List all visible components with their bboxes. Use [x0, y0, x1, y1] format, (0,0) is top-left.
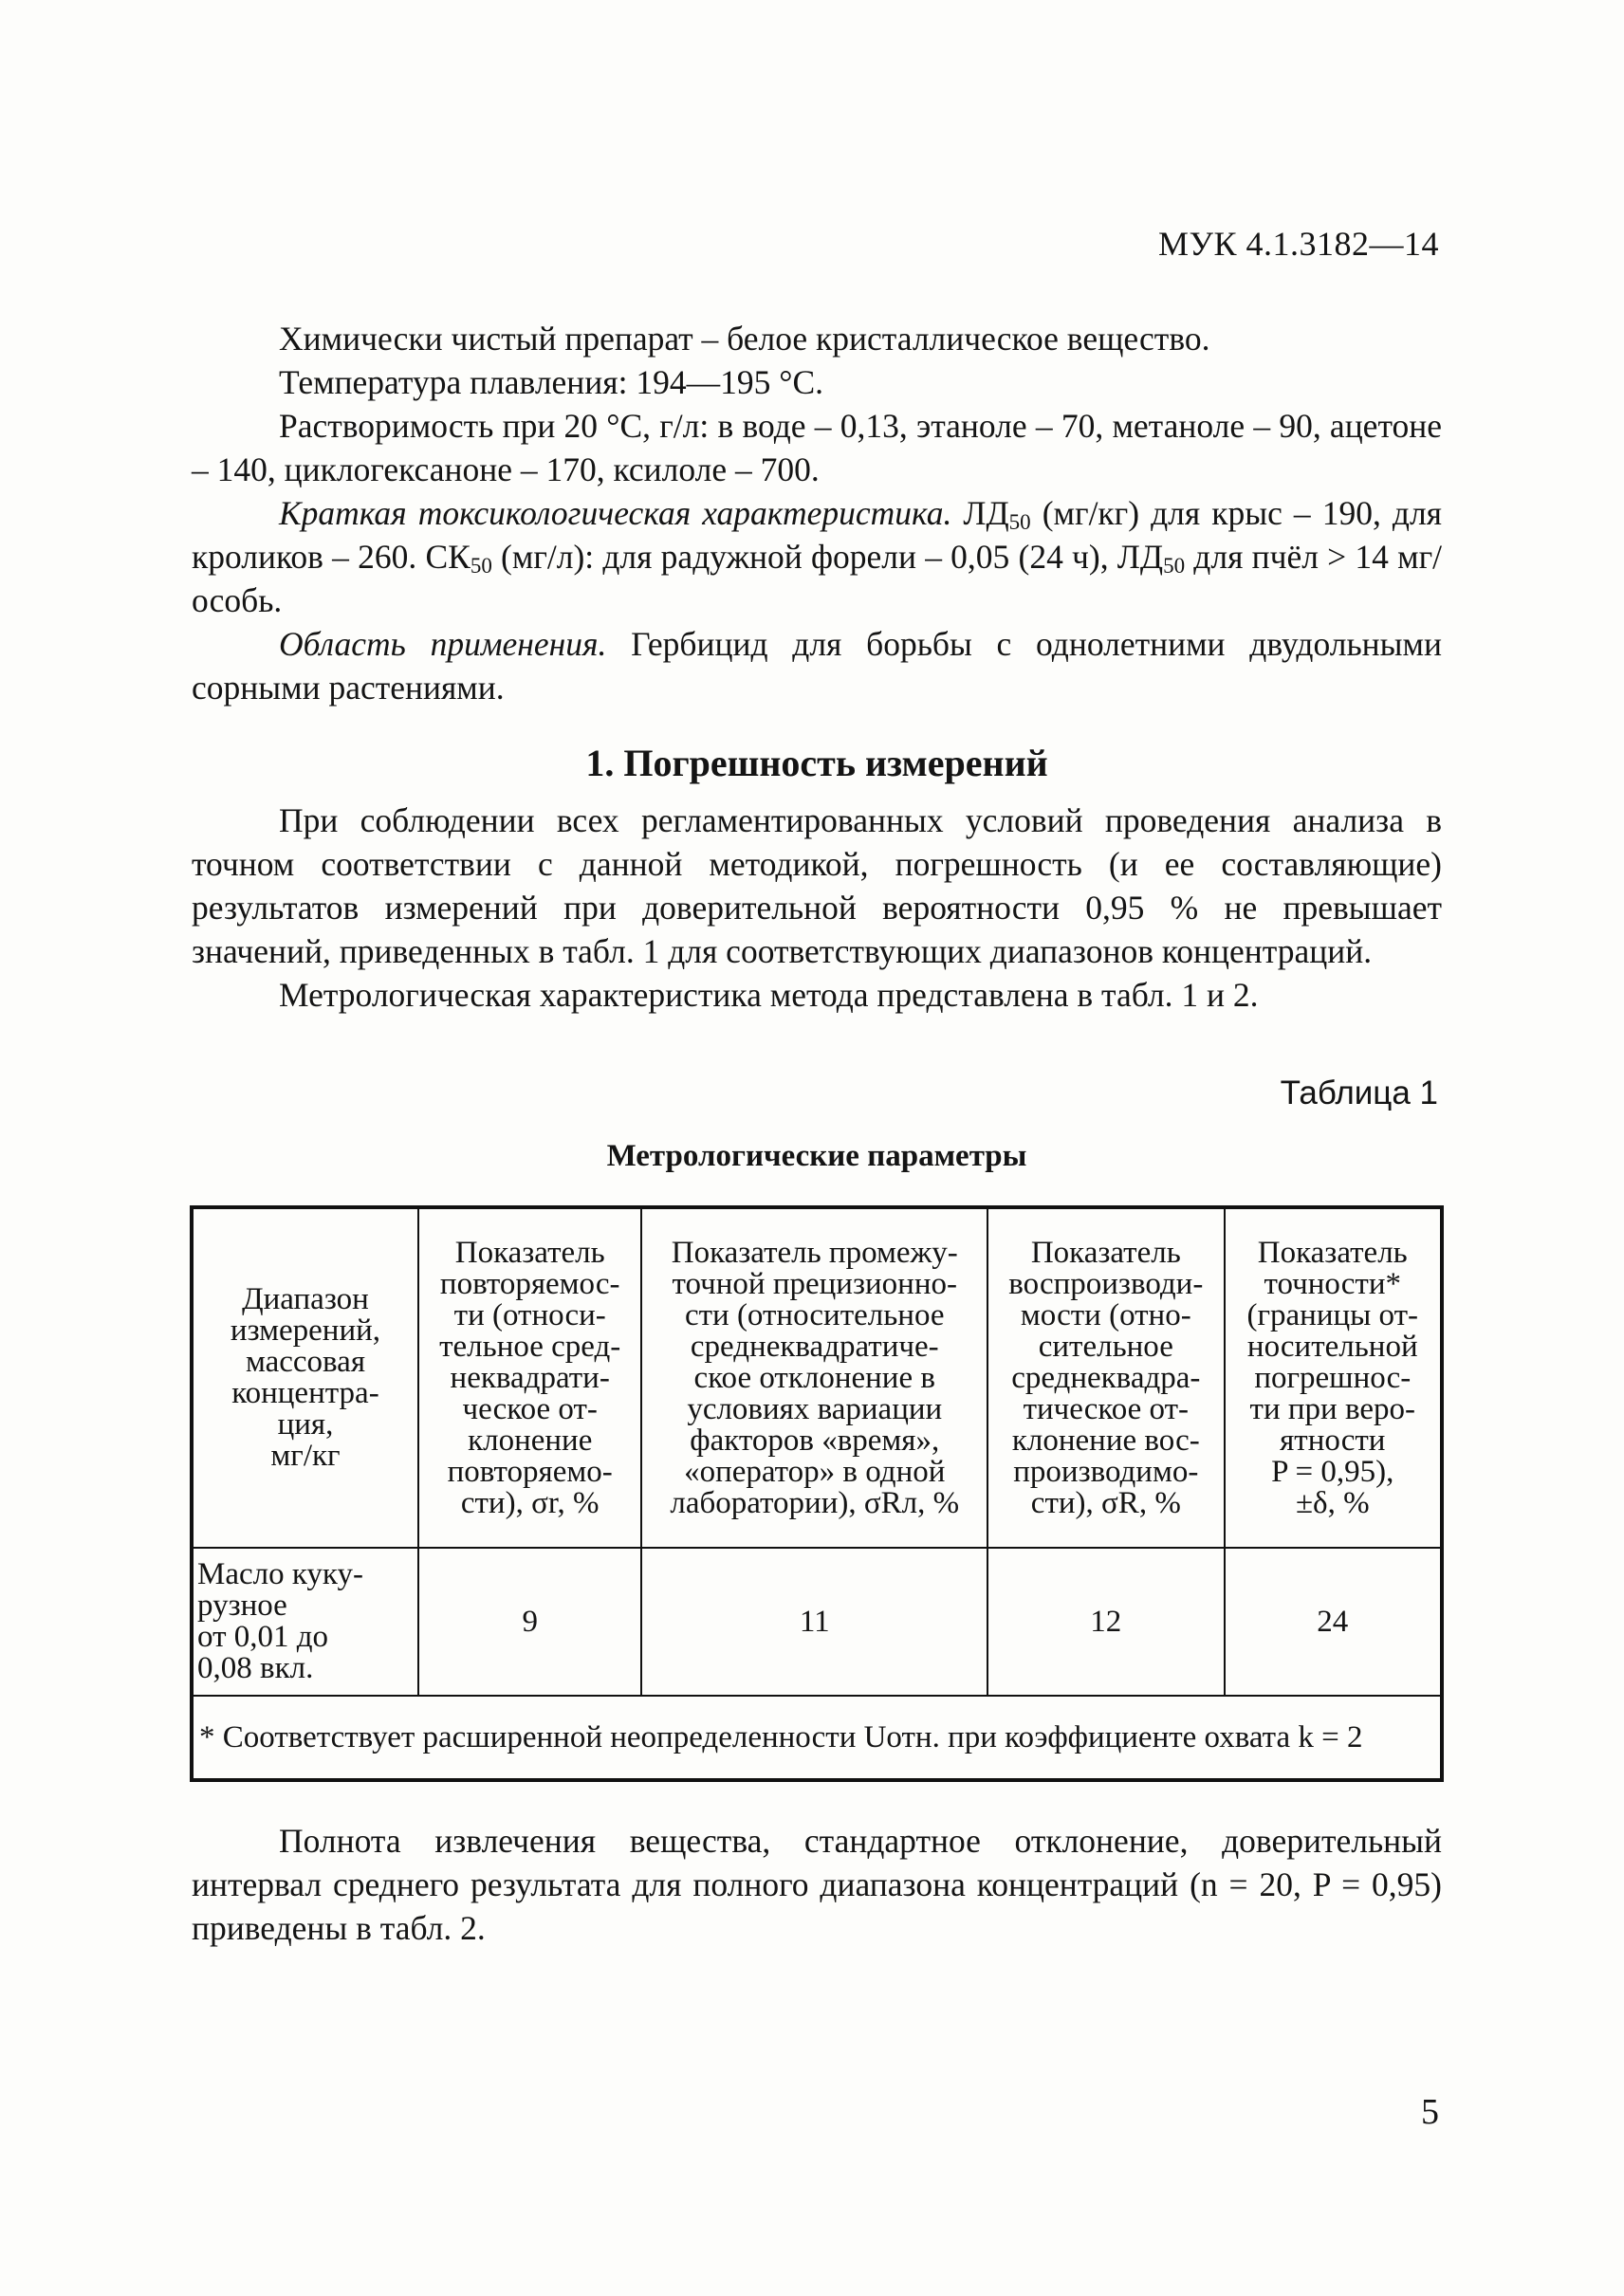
application-heading: Область применения.: [279, 625, 607, 663]
header-range: Диапазон измерений, массовая концентра- ция, мг/кг: [192, 1207, 418, 1548]
cell-intermediate-precision: 11: [641, 1548, 987, 1696]
closing-block: [192, 1819, 1442, 1950]
toxicology-heading: Краткая токсикологическая характеристика.: [279, 494, 952, 532]
paragraph-appearance: Химически чистый препарат – белое кристаллическое вещество.: [279, 320, 1210, 358]
document-code: МУК 4.1.3182—14: [1157, 225, 1439, 263]
paragraph-melting-point: Температура плавления: 194—195 °С.: [279, 363, 823, 401]
cell-repeatability: 9: [418, 1548, 641, 1696]
metrology-table: [190, 1205, 1444, 1782]
header-repeatability: Показатель повторяемос- ти (относи- тельное сред- неквадрати- ческое от- клонение повторяемо- сти), σr, %: [418, 1207, 641, 1548]
header-accuracy: Показатель точности* (границы от- носительной погрешнос- ти при веро- ятности P = 0,95), ±δ, %: [1225, 1207, 1442, 1548]
table-number: Таблица 1: [1280, 1075, 1438, 1111]
intro-block: [192, 317, 1442, 709]
table-row: [192, 1548, 1442, 1696]
cell-accuracy: 24: [1225, 1548, 1442, 1696]
table-title: Метрологические параметры: [606, 1139, 1027, 1173]
table-footnote-row: [192, 1696, 1442, 1780]
table-header-row: [192, 1207, 1442, 1548]
section-body: [192, 799, 1442, 1017]
paragraph-recovery: Полнота извлечения вещества, стандартное отклонение, доверительный интервал среднего результата для полного диапазона концентраций (n = 20, P = 0,95) приведены в табл. 2.: [192, 1822, 1442, 1947]
header-reproducibility: Показатель воспроизводи- мости (отно- сительное среднеквадра- тическое от- клонение вос- производимо- сти), σR, %: [987, 1207, 1224, 1548]
paragraph-solubility: Растворимость при 20 °С, г/л: в воде – 0,13, этаноле – 70, метаноле – 90, ацетоне – 140, циклогексаноне – 170, ксилоле – 700.: [192, 407, 1442, 488]
cell-reproducibility: 12: [987, 1548, 1224, 1696]
paragraph-error-conditions: При соблюдении всех регламентированных условий проведения анализа в точном соответствии с данной методикой, погрешность (и ее составляющие) результатов измерений при доверительной вероятности 0,95 % не превышает значений, приведенных в табл. 1 для соответствующих диапазонов концентраций.: [192, 801, 1442, 970]
table-footnote: * Соответствует расширенной неопределенности Uотн. при коэффициенте охвата k = 2: [192, 1696, 1442, 1780]
paragraph-application: Область применения. Гербицид для борьбы с однолетними двудольными сорными растениями.: [192, 625, 1442, 707]
header-intermediate-precision: Показатель промежу- точной прецизионно- сти (относительное среднеквадратиче- ское отклонение в условиях вариации факторов «время», «оператор» в одной лаборатории), σRл, %: [641, 1207, 987, 1548]
paragraph-metrology-reference: Метрологическая характеристика метода представлена в табл. 1 и 2.: [279, 976, 1259, 1014]
paragraph-toxicology: Краткая токсикологическая характеристика. $ЛД_{50}$ (мг/кг) для крыс – 190, для кроликов – 260. $СК_{50}$ (мг/л): для радужной форели – 0,05 (24 ч), $ЛД_{50}$ для пчёл > 14 мг/особь.: [192, 494, 1442, 619]
section-title: 1. Погрешность измерений: [585, 742, 1048, 784]
page-number: 5: [1421, 2092, 1439, 2132]
cell-range: Масло куку- рузное от 0,01 до 0,08 вкл.: [192, 1548, 418, 1696]
